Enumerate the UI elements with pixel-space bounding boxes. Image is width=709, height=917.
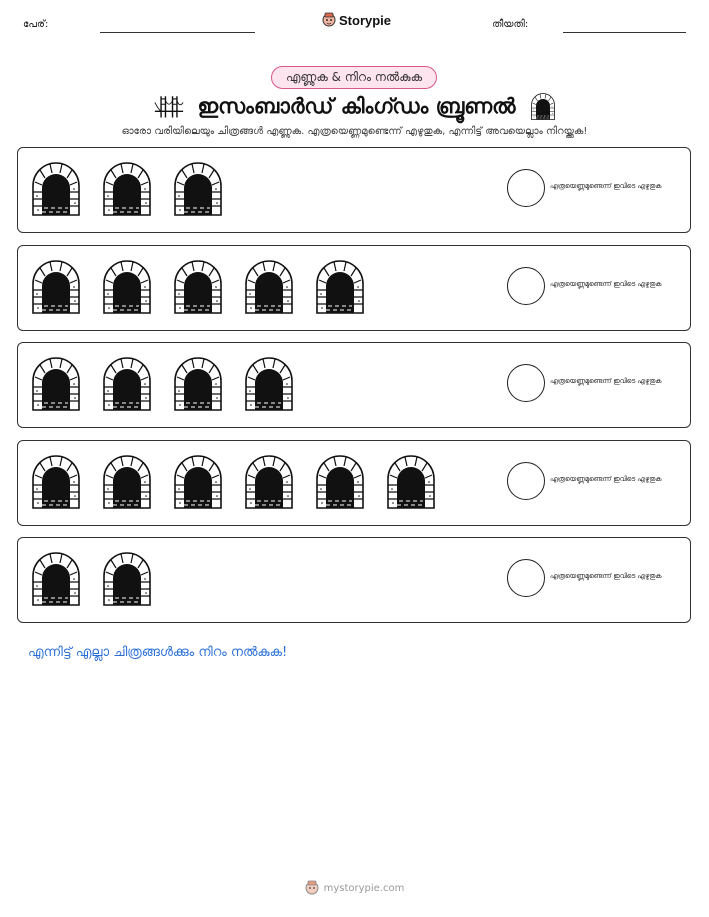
tunnel-group [30,453,437,509]
name-label: പേര്: [23,19,49,30]
tunnel-group [30,355,295,411]
tunnel-icon[interactable] [30,550,82,606]
instructions: ഓരോ വരിയിലെയും ചിത്രങ്ങൾ എണ്ണുക. എത്രയെണ്ണമുണ്ടെന്ന് എഴുതുക, എന്നിട്ട് അവയെല്ലാം നിറയ്ക്കുക! [121,126,588,137]
footer-note: എന്നിട്ട് എല്ലാ ചിത്രങ്ങൾക്കും നിറം നൽകുക! [28,645,288,660]
tunnel-icon[interactable] [101,258,153,314]
tunnel-icon[interactable] [30,160,82,216]
date-label: തീയതി: [492,19,529,30]
answer-label: എത്രയെണ്ണമുണ്ടെന്ന് ഇവിടെ എഴുതുക [550,280,662,288]
answer-circle[interactable] [507,559,545,597]
title-row [0,92,709,120]
count-row [17,440,691,526]
tunnel-icon [530,92,556,120]
tunnel-icon[interactable] [172,160,224,216]
count-row [17,245,691,331]
count-row [17,147,691,233]
tunnel-icon[interactable] [172,355,224,411]
tunnel-icon[interactable] [30,453,82,509]
storypie-logo-icon [305,880,319,896]
tunnel-group [30,550,153,606]
answer-circle[interactable] [507,267,545,305]
answer-label: എത്രയെണ്ണമുണ്ടെന്ന് ഇവിടെ എഴുതുക [550,475,662,483]
count-row [17,342,691,428]
answer-circle[interactable] [507,364,545,402]
bridge-icon [154,93,184,119]
tunnel-icon[interactable] [243,258,295,314]
tunnel-icon[interactable] [172,258,224,314]
tunnel-icon[interactable] [172,453,224,509]
brand-name: Storypie [339,12,392,28]
tunnel-icon[interactable] [101,453,153,509]
tunnel-icon[interactable] [30,258,82,314]
tunnel-group [30,160,224,216]
page-title: ഇസംബാർഡ് കിംഗ്ഡം ബ്രൂണൽ [197,93,516,118]
tunnel-group [30,258,366,314]
answer-label: എത്രയെണ്ണമുണ്ടെന്ന് ഇവിടെ എഴുതുക [550,182,662,190]
name-line[interactable] [100,32,255,33]
tunnel-icon[interactable] [314,258,366,314]
brand [322,12,391,28]
count-row [17,537,691,623]
answer-circle[interactable] [507,462,545,500]
tunnel-icon[interactable] [243,355,295,411]
site-footer [0,880,709,896]
answer-circle[interactable] [507,169,545,207]
tunnel-icon[interactable] [385,453,437,509]
tunnel-icon[interactable] [243,453,295,509]
tunnel-icon[interactable] [101,550,153,606]
tunnel-icon[interactable] [314,453,366,509]
site-url: mystorypie.com [323,882,405,894]
tunnel-icon[interactable] [30,355,82,411]
activity-badge: എണ്ണുക & നിറം നൽകുക [271,66,437,89]
date-line[interactable] [563,32,686,33]
tunnel-icon[interactable] [101,160,153,216]
answer-label: എത്രയെണ്ണമുണ്ടെന്ന് ഇവിടെ എഴുതുക [550,377,662,385]
storypie-logo-icon [322,12,336,28]
tunnel-icon[interactable] [101,355,153,411]
answer-label: എത്രയെണ്ണമുണ്ടെന്ന് ഇവിടെ എഴുതുക [550,572,662,580]
